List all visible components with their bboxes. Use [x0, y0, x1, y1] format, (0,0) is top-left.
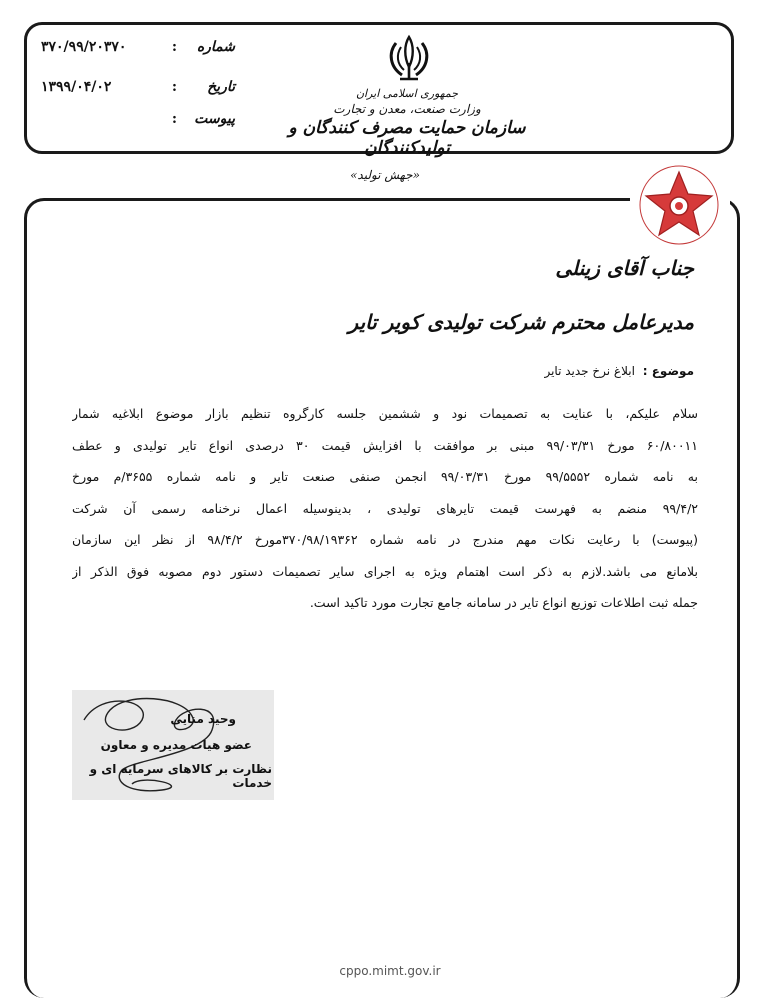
addressee-title: مدیرعامل محترم شرکت تولیدی کویر تایر	[348, 310, 694, 334]
organization-title	[277, 87, 537, 158]
letterhead-frame	[24, 22, 734, 158]
subject-line	[544, 364, 694, 378]
body-line: ۶۰/۸۰۰۱۱ مورخ ۹۹/۰۳/۳۱ مبنی بر موافقت با افزایش قیمت ۳۰ درصدی انواع تایر تولیدی و عطف	[72, 437, 698, 453]
slogan: «جهش تولید»	[350, 168, 420, 182]
signatory-name: وحید منایی	[170, 712, 236, 726]
signatory-title-2: نظارت بر کالاهای سرمایه ای و خدمات	[89, 762, 272, 790]
body-line: جمله ثبت اطلاعات توزیع انواع تایر در سامانه جامع تجارت مورد تاکید است.	[309, 595, 698, 610]
letter-attachment-row: پیوست :	[171, 111, 235, 127]
letter-date-label: تاریخ	[207, 79, 235, 95]
organization-logo-icon	[636, 162, 722, 248]
letter-number-row: شماره : ۳۷۰/۹۹/۲۰۳۷۰	[41, 39, 235, 55]
subject-label: موضوع :	[642, 364, 694, 378]
org-line-2: وزارت صنعت، معدن و تجارت	[333, 102, 481, 116]
signature-block	[72, 690, 274, 800]
letter-date-row: تاریخ : ۱۳۹۹/۰۴/۰۲	[41, 79, 235, 95]
letter-attachment-label: پیوست	[194, 111, 235, 127]
letter-number-label: شماره	[196, 39, 235, 55]
letter-body	[72, 398, 698, 619]
body-line: بلامانع می باشد.لازم به ذکر است اهتمام ویژه به اجرای سایر تصمیمات دستور دوم مصوبه فوق الذکر از	[72, 563, 698, 579]
body-line: به نامه شماره ۹۹/۵۵۵۲ مورخ ۹۹/۰۳/۳۱ انجمن صنفی صنعت تایر و نامه شماره ۳۶۵۵/م مورخ	[72, 469, 698, 484]
org-line-1: جمهوری اسلامی ایران	[355, 87, 459, 100]
body-line: ۹۹/۴/۲ منضم به فهرست قیمت تایرهای تولیدی ، بدینوسیله اعمال نرخنامه رسمی آن شرکت	[72, 500, 698, 516]
body-line: سلام علیکم، با عنایت به تصمیمات نود و ششمین جلسه کارگروه تنظیم بازار موضوع ابلاغیه شمار	[72, 406, 698, 421]
letter-number-value: ۳۷۰/۹۹/۲۰۳۷۰	[41, 39, 127, 55]
body-line: (پیوست) با رعایت نکات مهم مندرج در نامه شماره ۳۷۰/۹۸/۱۹۳۶۲مورخ ۹۸/۴/۲ از نظر این سازمان	[72, 532, 698, 547]
letter-date-value: ۱۳۹۹/۰۴/۰۲	[41, 79, 112, 95]
iran-emblem-icon	[382, 33, 436, 85]
addressee-name: جناب آقای زینلی	[555, 256, 694, 280]
org-line-3: سازمان حمایت مصرف کنندگان و تولیدکنندگان	[288, 118, 526, 158]
footer-website: cppo.mimt.gov.ir	[310, 964, 470, 978]
signatory-title-1: عضو هیات مدیره و معاون	[100, 738, 252, 752]
subject-text: ابلاغ نرخ جدید تایر	[544, 364, 635, 378]
